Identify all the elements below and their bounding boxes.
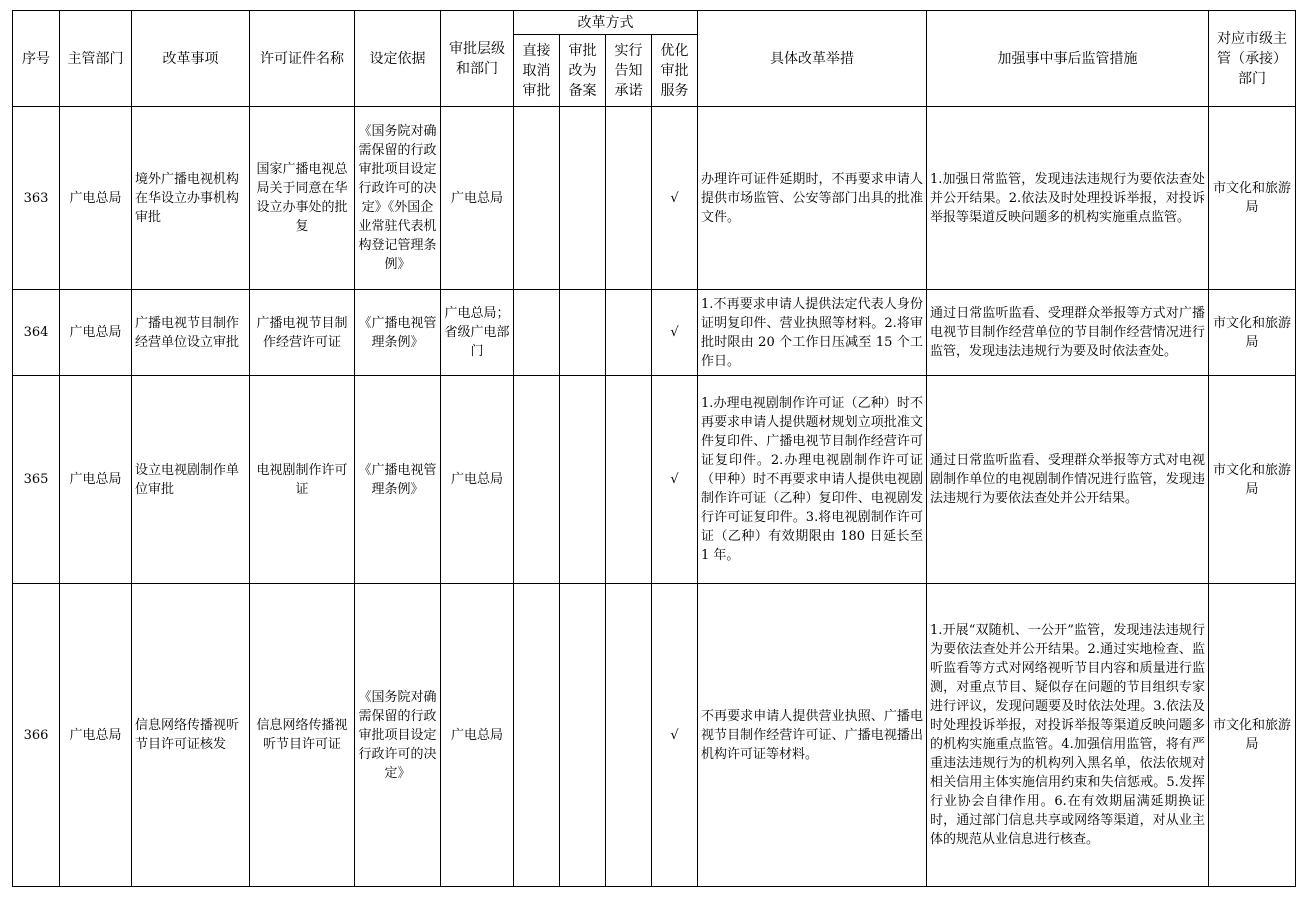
row-supervision: 通过日常监听监看、受理群众举报等方式对广播电视节目制作经营单位的节目制作经营情况进行监管，发现违法违规行为要及时依法查处。	[927, 290, 1209, 376]
table-row	[13, 584, 1296, 887]
row-method-cancel	[514, 584, 560, 887]
row-license: 信息网络传播视听节目许可证	[250, 584, 355, 887]
row-item: 境外广播电视机构在华设立办事机构审批	[132, 107, 250, 290]
row-no: 363	[13, 107, 60, 290]
row-supervision: 通过日常监听监看、受理群众举报等方式对电视剧制作单位的电视剧制作情况进行监管，发现违法违规行为要依法查处并公开结果。	[927, 376, 1209, 584]
row-level: 广电总局	[441, 584, 514, 887]
row-dept: 广电总局	[60, 376, 132, 584]
header-license: 许可证件名称	[250, 11, 355, 107]
header-method-optimize: 优化审批服务	[652, 35, 698, 107]
row-supervision: 1.开展“双随机、一公开”监管，发现违法违规行为要依法查处并公开结果。2.通过实地检查、监听监看等方式对网络视听节目内容和质量进行监测，对重点节目、疑似存在问题的节目组织专家进行评议，发现问题要及时依法处理。3.依法及时处理投诉举报，对投诉举报等渠道反映问题多的机构实施重点监管。4.加强信用监管，将有严重违法违规行为的机构列入黑名单，依法依规对相关信用主体实施信用约束和失信惩戒。5.发挥行业协会自律作用。6.在有效期届满延期换证时，通过部门信息共享或网络等渠道，对从业主体的规范从业信息进行核查。	[927, 584, 1209, 887]
row-license: 电视剧制作许可证	[250, 376, 355, 584]
row-no: 364	[13, 290, 60, 376]
row-measures: 不再要求申请人提供营业执照、广播电视节目制作经营许可证、广播电视播出机构许可证等材料。	[698, 584, 927, 887]
row-basis: 《广播电视管理条例》	[355, 376, 441, 584]
row-no: 366	[13, 584, 60, 887]
header-method-cancel: 直接取消审批	[514, 35, 560, 107]
row-item: 信息网络传播视听节目许可证核发	[132, 584, 250, 887]
row-method-record	[560, 376, 606, 584]
row-measures: 办理许可证件延期时，不再要求申请人提供市场监管、公安等部门出具的批准文件。	[698, 107, 927, 290]
row-method-notify	[606, 376, 652, 584]
header-level: 审批层级和部门	[441, 11, 514, 107]
row-method-optimize: √	[652, 584, 698, 887]
row-method-optimize: √	[652, 290, 698, 376]
row-item: 广播电视节目制作经营单位设立审批	[132, 290, 250, 376]
row-basis: 《广播电视管理条例》	[355, 290, 441, 376]
row-dept: 广电总局	[60, 290, 132, 376]
header-method-notify: 实行告知承诺	[606, 35, 652, 107]
header-supervision: 加强事中事后监管措施	[927, 11, 1209, 107]
row-city-dept: 市文化和旅游局	[1209, 107, 1296, 290]
row-city-dept: 市文化和旅游局	[1209, 376, 1296, 584]
row-license: 国家广播电视总局关于同意在华设立办事处的批复	[250, 107, 355, 290]
row-license: 广播电视节目制作经营许可证	[250, 290, 355, 376]
row-no: 365	[13, 376, 60, 584]
header-dept: 主管部门	[60, 11, 132, 107]
row-method-optimize: √	[652, 376, 698, 584]
table-body	[13, 107, 1296, 887]
reform-table	[12, 10, 1296, 887]
header-method-group: 改革方式	[514, 11, 698, 35]
row-dept: 广电总局	[60, 584, 132, 887]
row-city-dept: 市文化和旅游局	[1209, 584, 1296, 887]
row-level: 广电总局	[441, 376, 514, 584]
table-row	[13, 376, 1296, 584]
header-method-record: 审批改为备案	[560, 35, 606, 107]
row-method-notify	[606, 290, 652, 376]
row-method-notify	[606, 107, 652, 290]
row-method-record	[560, 290, 606, 376]
row-method-record	[560, 584, 606, 887]
header-item: 改革事项	[132, 11, 250, 107]
row-city-dept: 市文化和旅游局	[1209, 290, 1296, 376]
row-measures: 1.办理电视剧制作许可证（乙种）时不再要求申请人提供题材规划立项批准文件复印件、广播电视节目制作经营许可证复印件。2.办理电视剧制作许可证（甲种）时不再要求申请人提供电视剧制作许可证（乙种）复印件、电视剧发行许可证复印件。3.将电视剧制作许可证（乙种）有效期限由 180 日延长至 1 年。	[698, 376, 927, 584]
row-dept: 广电总局	[60, 107, 132, 290]
header-measures: 具体改革举措	[698, 11, 927, 107]
row-supervision: 1.加强日常监管，发现违法违规行为要依法查处并公开结果。2.依法及时处理投诉举报，对投诉举报等渠道反映问题多的机构实施重点监管。	[927, 107, 1209, 290]
row-method-cancel	[514, 290, 560, 376]
row-level: 广电总局	[441, 107, 514, 290]
header-city-dept: 对应市级主管（承接）部门	[1209, 11, 1296, 107]
row-basis: 《国务院对确需保留的行政审批项目设定行政许可的决定》《外国企业常驻代表机构登记管理条例》	[355, 107, 441, 290]
row-level: 广电总局；省级广电部门	[441, 290, 514, 376]
table-row	[13, 290, 1296, 376]
row-method-optimize: √	[652, 107, 698, 290]
row-item: 设立电视剧制作单位审批	[132, 376, 250, 584]
row-basis: 《国务院对确需保留的行政审批项目设定行政许可的决定》	[355, 584, 441, 887]
table-row	[13, 107, 1296, 290]
row-method-cancel	[514, 107, 560, 290]
table-header	[13, 11, 1296, 107]
row-method-cancel	[514, 376, 560, 584]
header-no: 序号	[13, 11, 60, 107]
row-method-notify	[606, 584, 652, 887]
header-basis: 设定依据	[355, 11, 441, 107]
row-measures: 1.不再要求申请人提供法定代表人身份证明复印件、营业执照等材料。2.将审批时限由 20 个工作日压减至 15 个工作日。	[698, 290, 927, 376]
row-method-record	[560, 107, 606, 290]
